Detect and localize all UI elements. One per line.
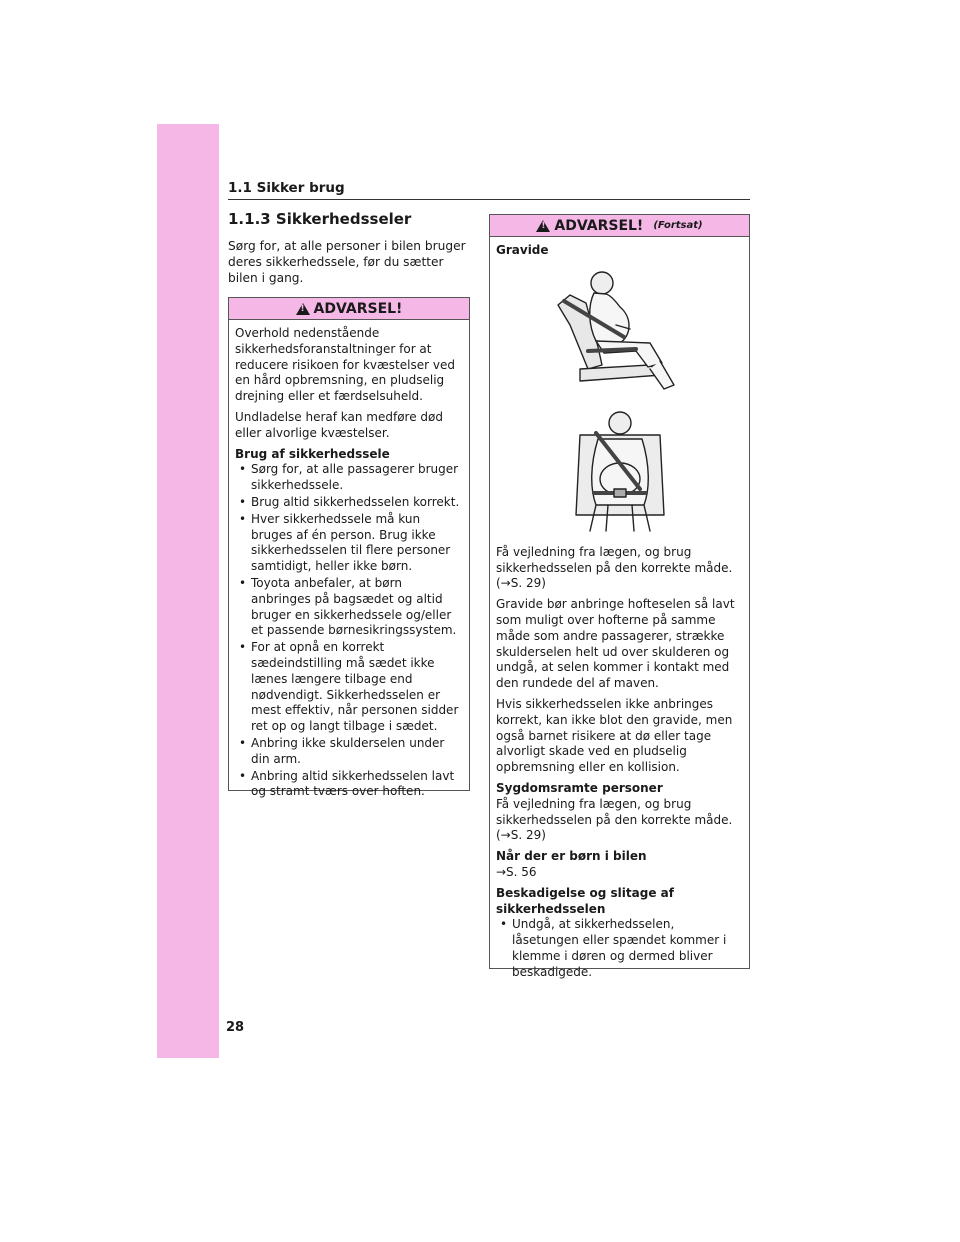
warning-subheading: Brug af sikkerhedssele (235, 446, 390, 461)
list-item: • Sørg for, at alle passagerer bruger sikkerhedssele. (235, 462, 463, 494)
section-header: 1.1 Sikker brug (228, 180, 345, 196)
children-heading: Når der er børn i bilen (496, 849, 647, 864)
warning-header (490, 215, 749, 237)
intro-text: Sørg for, at alle personer i bilen bruger deres sikkerhedssele, før du sætter bilen i gang. (228, 239, 466, 285)
warning-paragraph: Gravide bør anbringe hofteselen så lavt som muligt over hofterne på samme måde som andre passagerer, strække skulderselen helt ud over skulderen og undgå, at selen kommer i kontakt med den rundede del af maven. (496, 597, 735, 691)
warning-paragraph: Undladelse heraf kan medføre død eller alvorlige kvæstelser. (235, 409, 444, 440)
page-title: 1.1.3 Sikkerhedsseler (228, 210, 412, 228)
pregnant-heading: Gravide (496, 243, 549, 257)
page-number: 28 (226, 1020, 245, 1035)
ill-heading: Sygdomsramte personer (496, 780, 663, 795)
warning-triangle-icon (296, 303, 310, 315)
list-item: • Hver sikkerhedssele må kun bruges af én person. Brug ikke sikkerhedsselen til flere personer samtidigt, heller ikke børn. (235, 512, 463, 575)
page-reference-link[interactable]: →S. 56 (496, 864, 537, 879)
header-divider (228, 199, 750, 200)
pregnant-front-view-illustration (560, 405, 680, 535)
warning-box-left (228, 297, 470, 799)
warning-triangle-icon (536, 220, 550, 232)
damage-heading: Beskadigelse og slitage af sikkerhedsselen (496, 885, 674, 916)
list-item: • Anbring ikke skulderselen under din arm. (235, 736, 463, 768)
warning-bullet-list (235, 462, 463, 800)
list-item: • Undgå, at sikkerhedsselen, låsetungen eller spændet kommer i klemme i døren og dermed bliver beskadigede. (496, 917, 743, 980)
continued-label: (Fortsat) (653, 220, 703, 231)
warning-title: ADVARSEL! (554, 217, 644, 234)
warning-bullet-list (496, 917, 743, 980)
warning-paragraph: Overhold nedenstående sikkerhedsforanstaltninger for at reducere risikoen for kvæstelser ved en hård opbremsning, en pludselig drejning eller et færdselsuheld. (235, 326, 455, 404)
warning-header (229, 298, 469, 320)
list-item: • Brug altid sikkerhedsselen korrekt. (235, 495, 463, 511)
pregnant-side-view-illustration (540, 265, 700, 395)
warning-title: ADVARSEL! (313, 300, 403, 317)
warning-paragraph: Få vejledning fra lægen, og brug sikkerhedsselen på den korrekte måde. (→S. 29) (496, 796, 733, 843)
side-color-strip (157, 124, 219, 1058)
warning-paragraph: Få vejledning fra lægen, og brug sikkerhedsselen på den korrekte måde. (→S. 29) (496, 544, 733, 591)
list-item: • Anbring altid sikkerhedsselen lavt og stramt tværs over hoften. (235, 769, 463, 801)
list-item: • For at opnå en korrekt sædeindstilling må sædet ikke lænes længere tilbage end nødvendigt. Sikkerhedsselen er mest effektiv, når personen sidder ret op og langt tilbage i sædet. (235, 640, 463, 735)
warning-paragraph: Hvis sikkerhedsselen ikke anbringes korrekt, kan ikke blot den gravide, men også barnet risikere at dø eller tage alvorligt skade ved en pludselig opbremsning eller en kollision. (496, 696, 733, 775)
warning-box-right (489, 214, 750, 979)
list-item: • Toyota anbefaler, at børn anbringes på bagsædet og altid bruger en sikkerhedssele og/eller et passende børnesikringssystem. (235, 576, 463, 639)
